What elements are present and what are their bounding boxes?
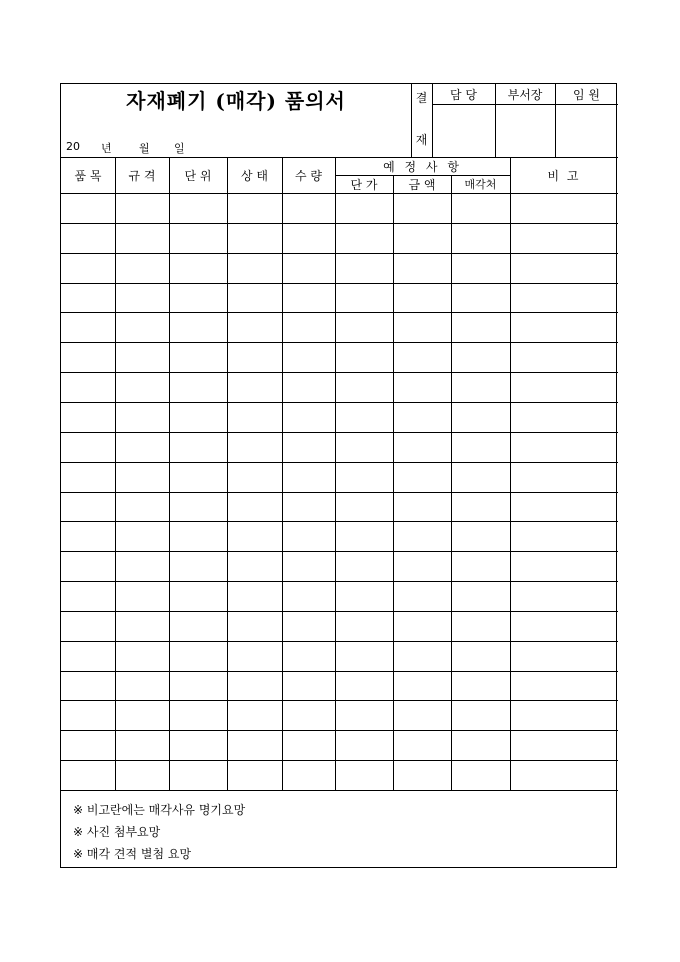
cell-quantity[interactable] xyxy=(283,642,335,671)
cell-unit-price[interactable] xyxy=(336,194,393,223)
cell-unit-price[interactable] xyxy=(336,343,393,372)
cell-unit[interactable] xyxy=(170,284,227,313)
approval-role-dept-head: 부서장 xyxy=(507,87,543,102)
cell-item[interactable] xyxy=(62,522,115,551)
cell-buyer[interactable] xyxy=(452,343,510,372)
cell-item[interactable] xyxy=(62,612,115,641)
table-row-line xyxy=(61,253,618,254)
cell-quantity[interactable] xyxy=(283,493,335,522)
approval-label-bottom: 재 xyxy=(415,132,428,147)
cell-buyer[interactable] xyxy=(452,701,510,730)
cell-condition[interactable] xyxy=(228,672,282,701)
cell-buyer[interactable] xyxy=(452,194,510,223)
cell-unit-price[interactable] xyxy=(336,224,393,253)
approval-label-top: 결 xyxy=(415,90,428,105)
cell-amount[interactable] xyxy=(394,194,451,223)
cell-condition[interactable] xyxy=(228,224,282,253)
cell-remarks[interactable] xyxy=(511,343,618,372)
cell-spec[interactable] xyxy=(116,612,169,641)
cell-unit[interactable] xyxy=(170,463,227,492)
cell-unit[interactable] xyxy=(170,731,227,760)
table-row-line xyxy=(61,730,618,731)
cell-unit[interactable] xyxy=(170,672,227,701)
cell-buyer[interactable] xyxy=(452,284,510,313)
cell-spec[interactable] xyxy=(116,343,169,372)
cell-unit[interactable] xyxy=(170,701,227,730)
note-remarks-reason: ※ 비고란에는 매각사유 명기요망 xyxy=(73,803,246,817)
cell-quantity[interactable] xyxy=(283,672,335,701)
cell-amount[interactable] xyxy=(394,761,451,790)
cell-unit-price[interactable] xyxy=(336,493,393,522)
cell-item[interactable] xyxy=(62,731,115,760)
cell-amount[interactable] xyxy=(394,612,451,641)
cell-quantity[interactable] xyxy=(283,373,335,402)
cell-amount[interactable] xyxy=(394,254,451,283)
col-header-amount: 금 액 xyxy=(408,177,436,192)
cell-item[interactable] xyxy=(62,194,115,223)
approval-sign-dept-head[interactable] xyxy=(496,105,555,157)
col-header-planned: 예 정 사 항 xyxy=(383,159,462,174)
cell-remarks[interactable] xyxy=(511,313,618,342)
cell-quantity[interactable] xyxy=(283,343,335,372)
cell-unit[interactable] xyxy=(170,493,227,522)
cell-unit[interactable] xyxy=(170,433,227,462)
note-photo-attach: ※ 사진 첨부요망 xyxy=(73,825,161,839)
cell-amount[interactable] xyxy=(394,313,451,342)
cell-spec[interactable] xyxy=(116,433,169,462)
cell-quantity[interactable] xyxy=(283,731,335,760)
cell-amount[interactable] xyxy=(394,731,451,760)
cell-buyer[interactable] xyxy=(452,612,510,641)
cell-spec[interactable] xyxy=(116,642,169,671)
cell-item[interactable] xyxy=(62,701,115,730)
cell-condition[interactable] xyxy=(228,463,282,492)
cell-amount[interactable] xyxy=(394,642,451,671)
cell-amount[interactable] xyxy=(394,582,451,611)
table-row-line xyxy=(61,342,618,343)
cell-quantity[interactable] xyxy=(283,552,335,581)
cell-unit-price[interactable] xyxy=(336,701,393,730)
cell-amount[interactable] xyxy=(394,522,451,551)
cell-item[interactable] xyxy=(62,433,115,462)
cell-spec[interactable] xyxy=(116,254,169,283)
cell-remarks[interactable] xyxy=(511,493,618,522)
cell-buyer[interactable] xyxy=(452,552,510,581)
cell-buyer[interactable] xyxy=(452,463,510,492)
date-year-prefix: 20 xyxy=(66,140,80,153)
cell-amount[interactable] xyxy=(394,284,451,313)
cell-condition[interactable] xyxy=(228,343,282,372)
col-header-unit: 단 위 xyxy=(184,168,212,183)
cell-spec[interactable] xyxy=(116,552,169,581)
approval-sign-executive[interactable] xyxy=(556,105,618,157)
cell-condition[interactable] xyxy=(228,313,282,342)
cell-quantity[interactable] xyxy=(283,224,335,253)
cell-amount[interactable] xyxy=(394,463,451,492)
col-header-item: 품 목 xyxy=(74,168,102,183)
cell-unit[interactable] xyxy=(170,194,227,223)
cell-buyer[interactable] xyxy=(452,582,510,611)
cell-amount[interactable] xyxy=(394,373,451,402)
cell-spec[interactable] xyxy=(116,224,169,253)
table-row-line xyxy=(61,641,618,642)
cell-spec[interactable] xyxy=(116,761,169,790)
cell-unit-price[interactable] xyxy=(336,463,393,492)
cell-quantity[interactable] xyxy=(283,701,335,730)
cell-unit[interactable] xyxy=(170,254,227,283)
cell-buyer[interactable] xyxy=(452,493,510,522)
cell-buyer[interactable] xyxy=(452,522,510,551)
table-row-line xyxy=(61,581,618,582)
cell-unit[interactable] xyxy=(170,761,227,790)
cell-condition[interactable] xyxy=(228,642,282,671)
table-row-line xyxy=(61,462,618,463)
cell-unit-price[interactable] xyxy=(336,582,393,611)
cell-remarks[interactable] xyxy=(511,373,618,402)
cell-remarks[interactable] xyxy=(511,463,618,492)
cell-item[interactable] xyxy=(62,582,115,611)
approval-sign-staff[interactable] xyxy=(433,105,495,157)
cell-remarks[interactable] xyxy=(511,612,618,641)
cell-unit-price[interactable] xyxy=(336,284,393,313)
cell-quantity[interactable] xyxy=(283,612,335,641)
cell-remarks[interactable] xyxy=(511,642,618,671)
notes-top-line xyxy=(61,790,618,791)
cell-unit-price[interactable] xyxy=(336,403,393,432)
cell-spec[interactable] xyxy=(116,403,169,432)
disposal-form xyxy=(60,83,617,868)
cell-quantity[interactable] xyxy=(283,433,335,462)
cell-item[interactable] xyxy=(62,672,115,701)
cell-quantity[interactable] xyxy=(283,254,335,283)
cell-spec[interactable] xyxy=(116,194,169,223)
cell-buyer[interactable] xyxy=(452,254,510,283)
cell-buyer[interactable] xyxy=(452,642,510,671)
cell-remarks[interactable] xyxy=(511,761,618,790)
cell-item[interactable] xyxy=(62,642,115,671)
cell-item[interactable] xyxy=(62,761,115,790)
table-row-line xyxy=(61,432,618,433)
table-row-line xyxy=(61,760,618,761)
cell-item[interactable] xyxy=(62,313,115,342)
cell-condition[interactable] xyxy=(228,284,282,313)
table-row-line xyxy=(61,521,618,522)
cell-unit[interactable] xyxy=(170,224,227,253)
cell-condition[interactable] xyxy=(228,522,282,551)
cell-buyer[interactable] xyxy=(452,373,510,402)
col-header-spec: 규 격 xyxy=(128,168,156,183)
table-row-line xyxy=(61,223,618,224)
table-row-line xyxy=(61,283,618,284)
cell-spec[interactable] xyxy=(116,463,169,492)
date-day-label: 일 xyxy=(174,142,185,155)
cell-buyer[interactable] xyxy=(452,672,510,701)
cell-remarks[interactable] xyxy=(511,224,618,253)
cell-item[interactable] xyxy=(62,284,115,313)
cell-quantity[interactable] xyxy=(283,761,335,790)
cell-buyer[interactable] xyxy=(452,313,510,342)
cell-buyer[interactable] xyxy=(452,224,510,253)
cell-spec[interactable] xyxy=(116,731,169,760)
cell-remarks[interactable] xyxy=(511,194,618,223)
cell-condition[interactable] xyxy=(228,582,282,611)
cell-condition[interactable] xyxy=(228,552,282,581)
cell-remarks[interactable] xyxy=(511,672,618,701)
cell-quantity[interactable] xyxy=(283,313,335,342)
cell-quantity[interactable] xyxy=(283,463,335,492)
cell-spec[interactable] xyxy=(116,313,169,342)
cell-item[interactable] xyxy=(62,224,115,253)
cell-condition[interactable] xyxy=(228,612,282,641)
cell-quantity[interactable] xyxy=(283,522,335,551)
cell-amount[interactable] xyxy=(394,672,451,701)
table-row-line xyxy=(61,372,618,373)
cell-remarks[interactable] xyxy=(511,701,618,730)
cell-unit-price[interactable] xyxy=(336,761,393,790)
cell-condition[interactable] xyxy=(228,373,282,402)
cell-item[interactable] xyxy=(62,254,115,283)
cell-remarks[interactable] xyxy=(511,254,618,283)
cell-condition[interactable] xyxy=(228,403,282,432)
cell-amount[interactable] xyxy=(394,701,451,730)
cell-spec[interactable] xyxy=(116,284,169,313)
cell-unit-price[interactable] xyxy=(336,731,393,760)
cell-item[interactable] xyxy=(62,463,115,492)
table-row-line xyxy=(61,671,618,672)
cell-amount[interactable] xyxy=(394,343,451,372)
cell-condition[interactable] xyxy=(228,493,282,522)
cell-buyer[interactable] xyxy=(452,731,510,760)
cell-amount[interactable] xyxy=(394,493,451,522)
cell-spec[interactable] xyxy=(116,701,169,730)
cell-unit-price[interactable] xyxy=(336,552,393,581)
cell-buyer[interactable] xyxy=(452,433,510,462)
cell-condition[interactable] xyxy=(228,254,282,283)
cell-unit[interactable] xyxy=(170,373,227,402)
table-row-line xyxy=(61,312,618,313)
cell-unit-price[interactable] xyxy=(336,433,393,462)
cell-condition[interactable] xyxy=(228,433,282,462)
table-row-line xyxy=(61,402,618,403)
cell-spec[interactable] xyxy=(116,373,169,402)
col-header-unit-price: 단 가 xyxy=(350,177,378,192)
date-year-label: 년 xyxy=(101,142,112,155)
cell-unit-price[interactable] xyxy=(336,612,393,641)
cell-quantity[interactable] xyxy=(283,582,335,611)
cell-unit-price[interactable] xyxy=(336,373,393,402)
cell-quantity[interactable] xyxy=(283,284,335,313)
cell-item[interactable] xyxy=(62,552,115,581)
cell-amount[interactable] xyxy=(394,224,451,253)
table-row-line xyxy=(61,492,618,493)
cell-unit[interactable] xyxy=(170,552,227,581)
cell-remarks[interactable] xyxy=(511,403,618,432)
cell-unit[interactable] xyxy=(170,642,227,671)
cell-unit[interactable] xyxy=(170,403,227,432)
cell-unit-price[interactable] xyxy=(336,672,393,701)
cell-remarks[interactable] xyxy=(511,552,618,581)
cell-spec[interactable] xyxy=(116,582,169,611)
table-row-line xyxy=(61,611,618,612)
cell-condition[interactable] xyxy=(228,761,282,790)
cell-remarks[interactable] xyxy=(511,522,618,551)
cell-condition[interactable] xyxy=(228,701,282,730)
cell-unit[interactable] xyxy=(170,343,227,372)
cell-amount[interactable] xyxy=(394,552,451,581)
approval-role-staff: 담 당 xyxy=(450,87,477,102)
note-quote-attach: ※ 매각 견적 별첨 요망 xyxy=(73,847,192,861)
cell-unit-price[interactable] xyxy=(336,522,393,551)
cell-remarks[interactable] xyxy=(511,731,618,760)
cell-quantity[interactable] xyxy=(283,403,335,432)
cell-unit[interactable] xyxy=(170,612,227,641)
cell-condition[interactable] xyxy=(228,731,282,760)
cell-remarks[interactable] xyxy=(511,582,618,611)
col-header-quantity: 수 량 xyxy=(295,168,322,183)
form-title: 자재폐기 (매각) 품의서 xyxy=(126,88,346,113)
cell-unit-price[interactable] xyxy=(336,254,393,283)
cell-quantity[interactable] xyxy=(283,194,335,223)
cell-remarks[interactable] xyxy=(511,284,618,313)
cell-unit[interactable] xyxy=(170,582,227,611)
cell-condition[interactable] xyxy=(228,194,282,223)
cell-buyer[interactable] xyxy=(452,403,510,432)
cell-spec[interactable] xyxy=(116,493,169,522)
col-header-remarks: 비 고 xyxy=(547,168,581,183)
cell-amount[interactable] xyxy=(394,403,451,432)
approval-role-executive: 임 원 xyxy=(573,87,600,102)
date-month-label: 월 xyxy=(139,142,150,155)
cell-item[interactable] xyxy=(62,343,115,372)
table-row-line xyxy=(61,700,618,701)
cell-buyer[interactable] xyxy=(452,761,510,790)
cell-remarks[interactable] xyxy=(511,433,618,462)
cell-spec[interactable] xyxy=(116,522,169,551)
table-row-line xyxy=(61,551,618,552)
col-header-condition: 상 태 xyxy=(241,168,268,183)
cell-unit[interactable] xyxy=(170,522,227,551)
cell-item[interactable] xyxy=(62,493,115,522)
cell-unit-price[interactable] xyxy=(336,313,393,342)
col-header-buyer: 매각처 xyxy=(464,178,497,191)
cell-amount[interactable] xyxy=(394,433,451,462)
cell-unit-price[interactable] xyxy=(336,642,393,671)
cell-unit[interactable] xyxy=(170,313,227,342)
cell-spec[interactable] xyxy=(116,672,169,701)
cell-item[interactable] xyxy=(62,373,115,402)
cell-item[interactable] xyxy=(62,403,115,432)
